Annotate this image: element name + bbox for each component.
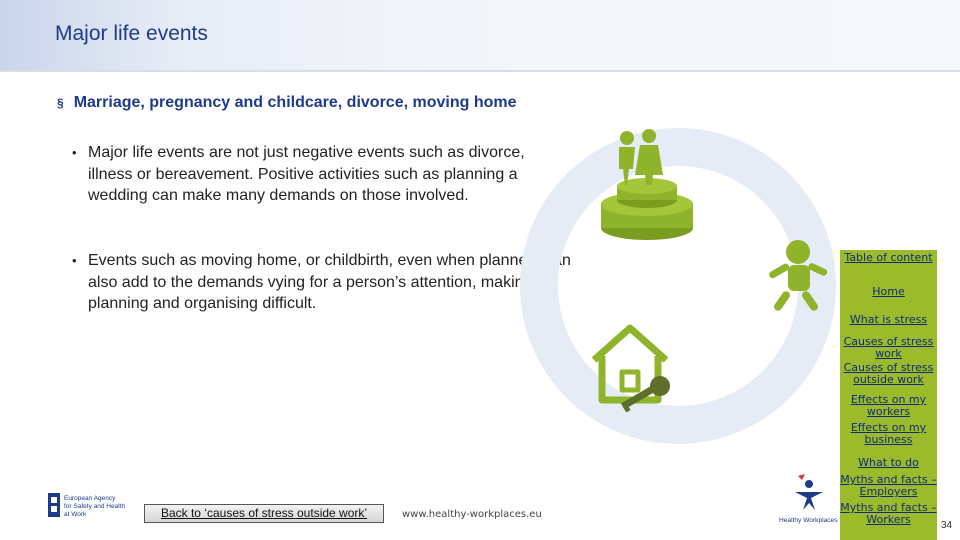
org-logo-line: European Agency (64, 495, 116, 502)
nav-link-effects-business[interactable]: Effects on my business (850, 421, 927, 446)
bullet-dot-icon: • (72, 145, 77, 160)
main-heading-text: Marriage, pregnancy and childcare, divorce, moving home (73, 94, 517, 111)
nav-link-myths-workers[interactable]: Myths and facts – Workers (840, 501, 937, 526)
org-logo-line: at Work (64, 511, 87, 518)
nav-panel (840, 250, 937, 540)
page-number: 34 (941, 520, 953, 531)
list-item-text: Events such as moving home, or childbirth, even when planned, can also add to the demands vying for a person’s attention, making planning and organising difficult. (88, 252, 571, 312)
footer-url: www.healthy-workplaces.eu (402, 509, 542, 520)
nav-link-causes-outside-work[interactable]: Causes of stress outside work (843, 361, 934, 386)
list-item-text: Major life events are not just negative events such as divorce, illness or bereavement. Positive activities such as planning a wedding can make many demands on those involved. (88, 144, 525, 204)
eu-osha-logo (46, 491, 136, 521)
nav-link-effects-workers[interactable]: Effects on my workers (850, 393, 927, 418)
bullet-dot-icon: • (72, 253, 77, 268)
main-heading (57, 94, 516, 112)
nav-link-home[interactable]: Home (872, 285, 905, 298)
org-logo-line: for Safety and Health (64, 503, 126, 510)
house-with-key-illustration (584, 320, 680, 416)
header-divider (0, 70, 960, 72)
square-bullet-icon: § (57, 96, 64, 110)
nav-link-what-is-stress[interactable]: What is stress (849, 313, 928, 326)
page-title: Major life events (55, 22, 208, 45)
baby-illustration (758, 236, 836, 316)
nav-link-myths-employers[interactable]: Myths and facts – Employers (840, 473, 937, 498)
list-item (72, 250, 572, 315)
wedding-cake-illustration (592, 124, 702, 244)
healthy-workplaces-logo (778, 470, 840, 526)
nav-link-causes-work[interactable]: Causes of stress work (843, 335, 934, 360)
back-button[interactable]: Back to ‘causes of stress outside work’ (144, 504, 384, 523)
campaign-logo-text: Healthy Workplaces (779, 517, 838, 524)
nav-link-table-of-content[interactable]: Table of content (844, 251, 933, 264)
list-item (72, 142, 572, 207)
nav-link-what-to-do[interactable]: What to do (858, 456, 919, 469)
